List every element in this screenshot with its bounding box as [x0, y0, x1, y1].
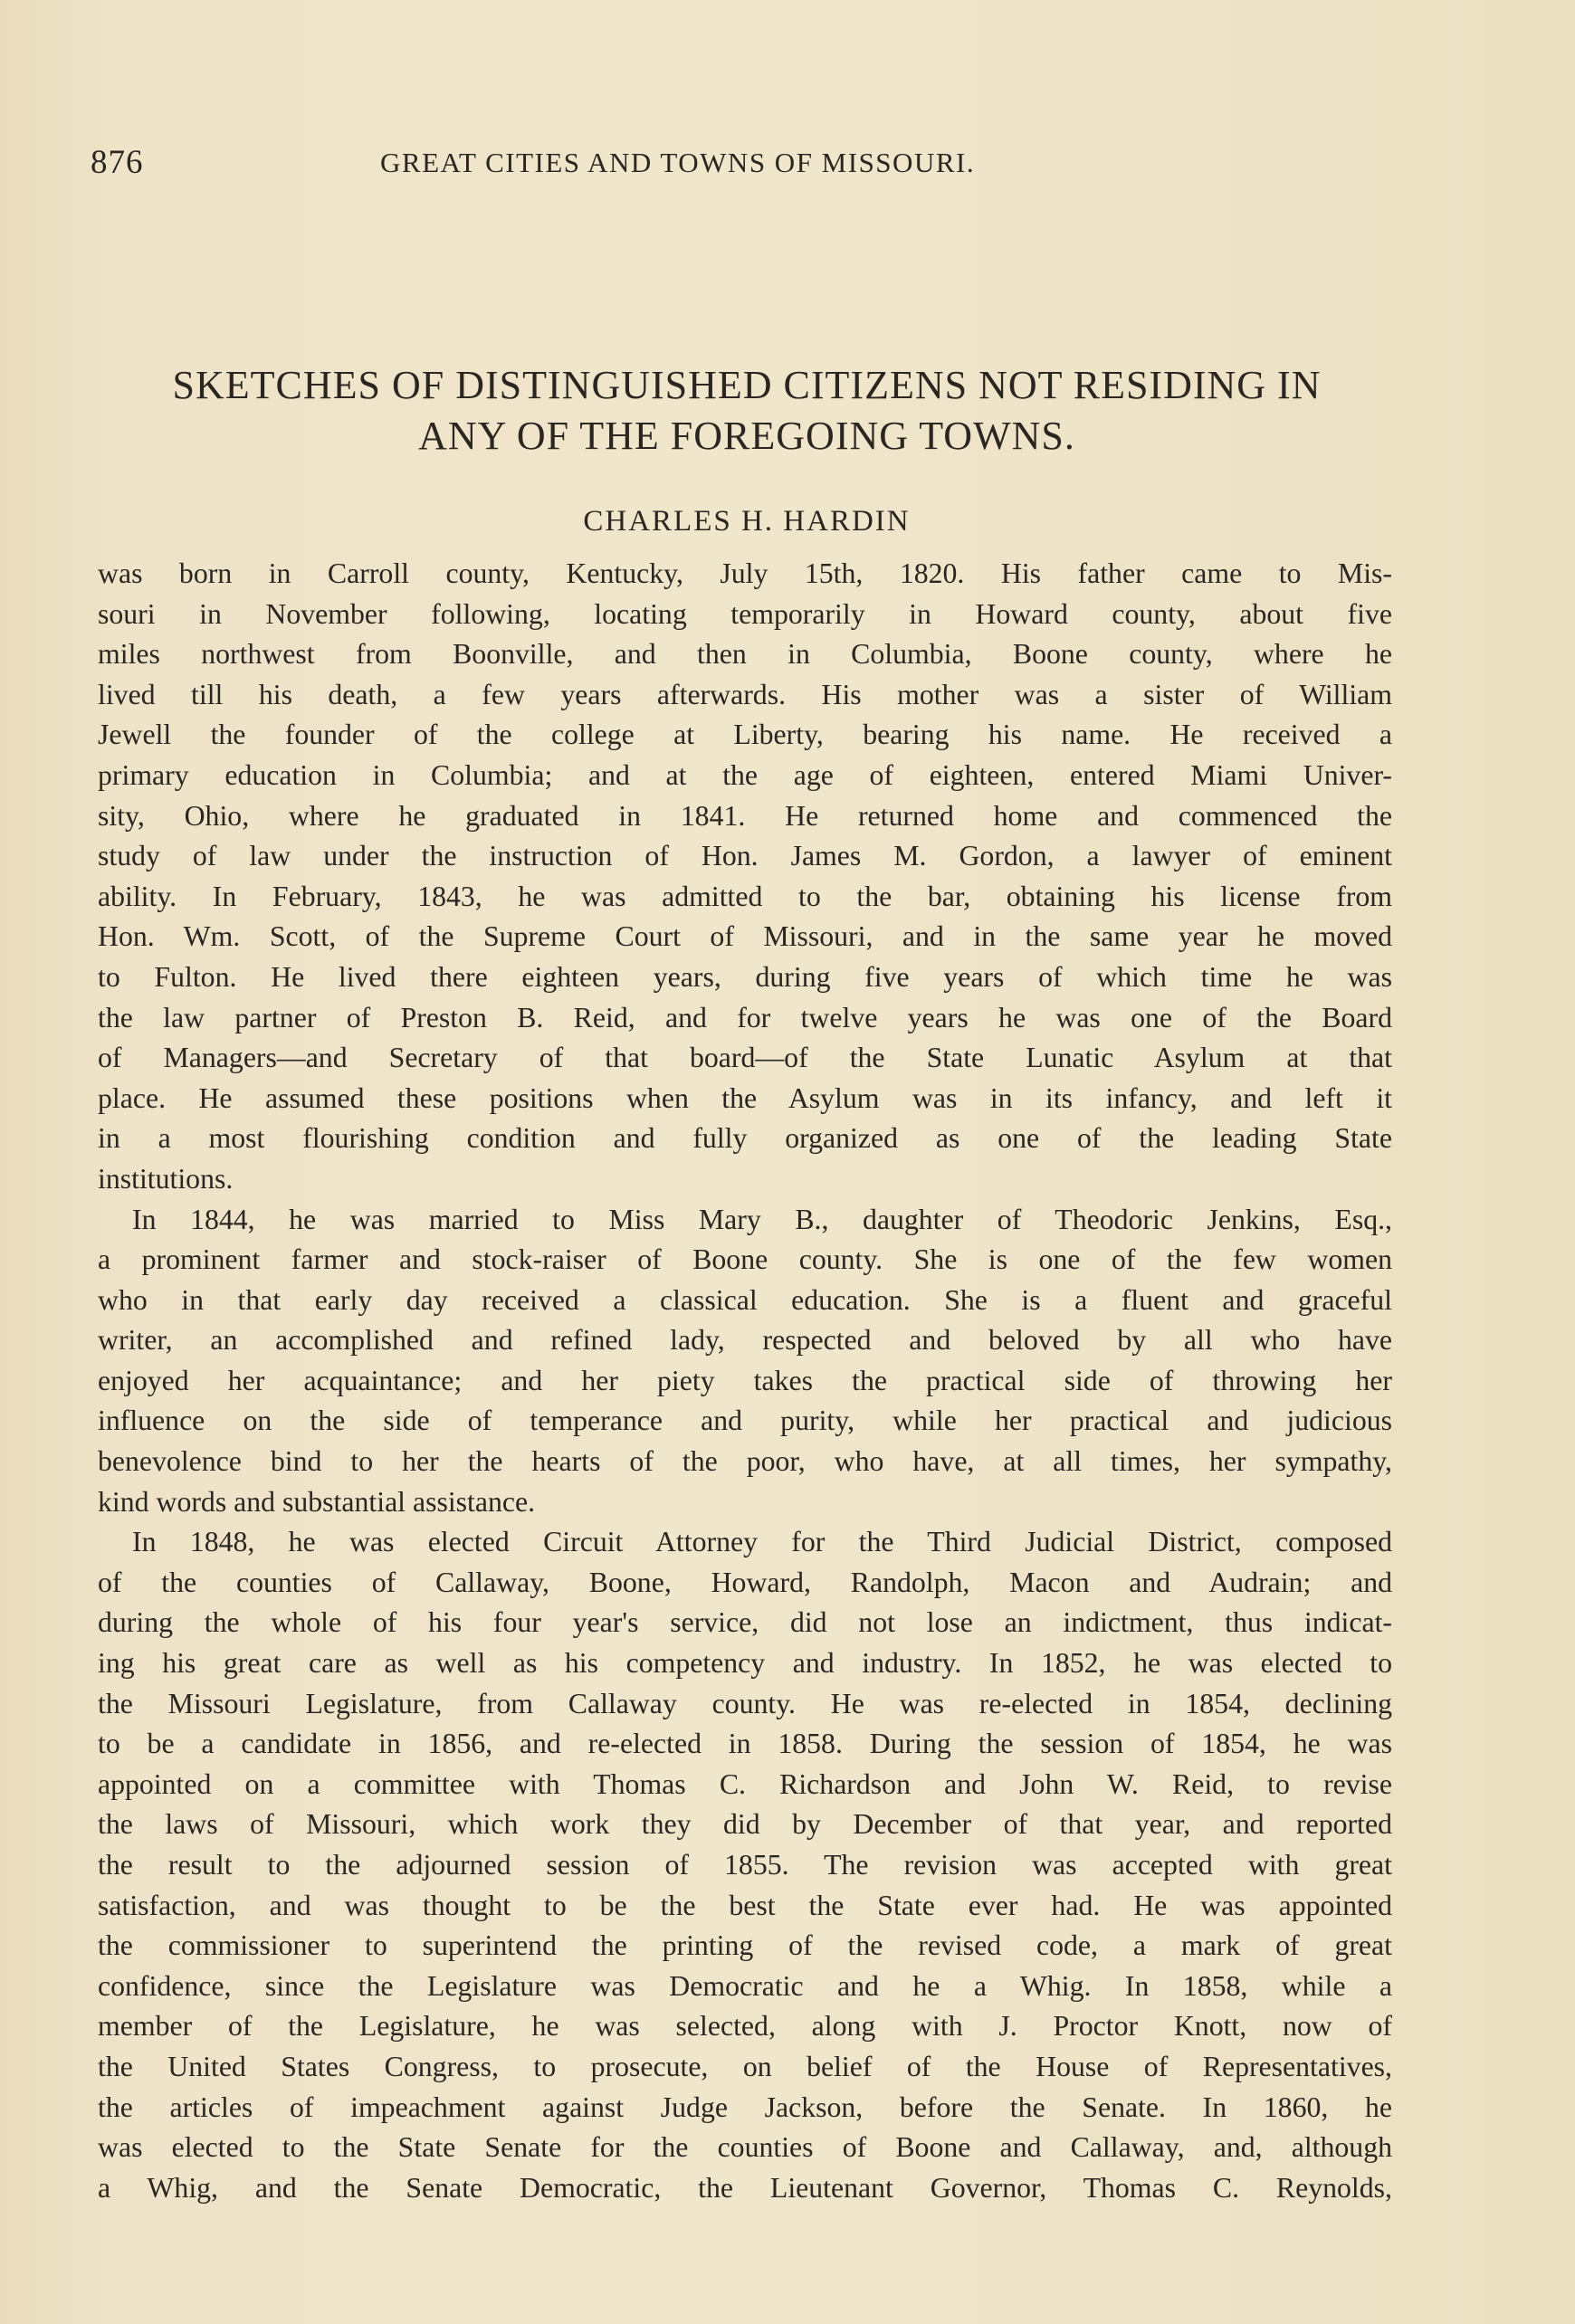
text-line: was elected to the State Senate for the counties of Boone and Callaway, and, although	[98, 2131, 1392, 2164]
paragraph	[98, 1200, 1392, 1523]
text-line: enjoyed her acquaintance; and her piety takes the practical side of throwing her	[98, 1364, 1392, 1396]
text-line: to be a candidate in 1856, and re-elected in 1858. During the session of 1854, he was	[98, 1728, 1392, 1760]
paragraph	[98, 1522, 1392, 2208]
section-title	[91, 360, 1403, 462]
text-line: study of law under the instruction of Hon. James M. Gordon, a lawyer of eminent	[98, 840, 1392, 872]
text-line: influence on the side of temperance and purity, while her practical and judicious	[98, 1405, 1392, 1437]
text-line: of the counties of Callaway, Boone, Howard, Randolph, Macon and Audrain; and	[98, 1566, 1392, 1598]
text-line: the commissioner to superintend the printing of the revised code, a mark of great	[98, 1929, 1392, 1962]
body-text	[98, 554, 1392, 2208]
text-line: the laws of Missouri, which work they did by December of that year, and reported	[98, 1808, 1392, 1841]
text-line: benevolence bind to her the hearts of the poor, who have, at all times, her sympathy,	[98, 1445, 1392, 1478]
text-line: ing his great care as well as his competency and industry. In 1852, he was elected to	[98, 1647, 1392, 1680]
text-line: Hon. Wm. Scott, of the Supreme Court of Missouri, and in the same year he moved	[98, 920, 1392, 953]
text-line: satisfaction, and was thought to be the best the State ever had. He was appointed	[98, 1889, 1392, 1921]
section-title-line: ANY OF THE FOREGOING TOWNS.	[418, 414, 1075, 458]
text-line: appointed on a committee with Thomas C. Richardson and John W. Reid, to revise	[98, 1767, 1392, 1800]
text-line: sity, Ohio, where he graduated in 1841. He returned home and commenced the	[98, 799, 1392, 832]
text-line: confidence, since the Legislature was Democratic and he a Whig. In 1858, while a	[98, 1969, 1392, 2002]
text-line: who in that early day received a classical education. She is a fluent and graceful	[98, 1283, 1392, 1316]
text-line: the United States Congress, to prosecute, on belief of the House of Representatives,	[98, 2050, 1392, 2082]
text-line: the result to the adjourned session of 1855. The revision was accepted with great	[98, 1849, 1392, 1881]
page-number: 876	[91, 144, 144, 181]
paragraph	[98, 554, 1392, 1200]
text-line: writer, an accomplished and refined lady, respected and beloved by all who have	[98, 1324, 1392, 1357]
section-title-line: SKETCHES OF DISTINGUISHED CITIZENS NOT RESIDING IN	[172, 363, 1322, 407]
text-line: a prominent farmer and stock-raiser of Boone county. She is one of the few women	[98, 1243, 1392, 1276]
text-line: souri in November following, locating temporarily in Howard county, about five	[98, 597, 1392, 630]
text-line: the law partner of Preston B. Reid, and for twelve years he was one of the Board	[98, 1001, 1392, 1033]
text-line: ability. In February, 1843, he was admitted to the bar, obtaining his license from	[98, 880, 1392, 912]
subject-name: CHARLES H. HARDIN	[583, 505, 911, 538]
text-line: in a most flourishing condition and fully organized as one of the leading State	[98, 1122, 1392, 1155]
page-header	[91, 143, 1394, 188]
text-line: to Fulton. He lived there eighteen years, during five years of which time he was	[98, 960, 1392, 993]
running-head: GREAT CITIES AND TOWNS OF MISSOURI.	[380, 147, 976, 178]
text-line: kind words and substantial assistance.	[98, 1485, 536, 1518]
text-line: lived till his death, a few years afterwards. His mother was a sister of William	[98, 678, 1392, 710]
text-line: place. He assumed these positions when the Asylum was in its infancy, and left it	[98, 1081, 1392, 1114]
text-line: of Managers—and Secretary of that board—of the State Lunatic Asylum at that	[98, 1042, 1392, 1074]
text-line: institutions.	[98, 1162, 234, 1195]
text-line: Jewell the founder of the college at Liberty, bearing his name. He received a	[98, 719, 1392, 751]
text-line: the articles of impeachment against Judge Jackson, before the Senate. In 1860, he	[98, 2091, 1392, 2123]
text-line: primary education in Columbia; and at the age of eighteen, entered Miami Univer-	[98, 758, 1392, 791]
text-line: was born in Carroll county, Kentucky, July 15th, 1820. His father came to Mis-	[98, 557, 1392, 589]
text-line: a Whig, and the Senate Democratic, the Lieutenant Governor, Thomas C. Reynolds,	[98, 2171, 1392, 2204]
text-line: member of the Legislature, he was selected, along with J. Proctor Knott, now of	[98, 2010, 1392, 2043]
text-line: during the whole of his four year's service, did not lose an indictment, thus indicat-	[98, 1606, 1392, 1639]
text-line: the Missouri Legislature, from Callaway county. He was re-elected in 1854, declining	[98, 1687, 1392, 1719]
text-line: In 1844, he was married to Miss Mary B., daughter of Theodoric Jenkins, Esq.,	[132, 1203, 1392, 1235]
text-line: miles northwest from Boonville, and then in Columbia, Boone county, where he	[98, 638, 1392, 671]
text-line: In 1848, he was elected Circuit Attorney for the Third Judicial District, composed	[132, 1526, 1392, 1558]
